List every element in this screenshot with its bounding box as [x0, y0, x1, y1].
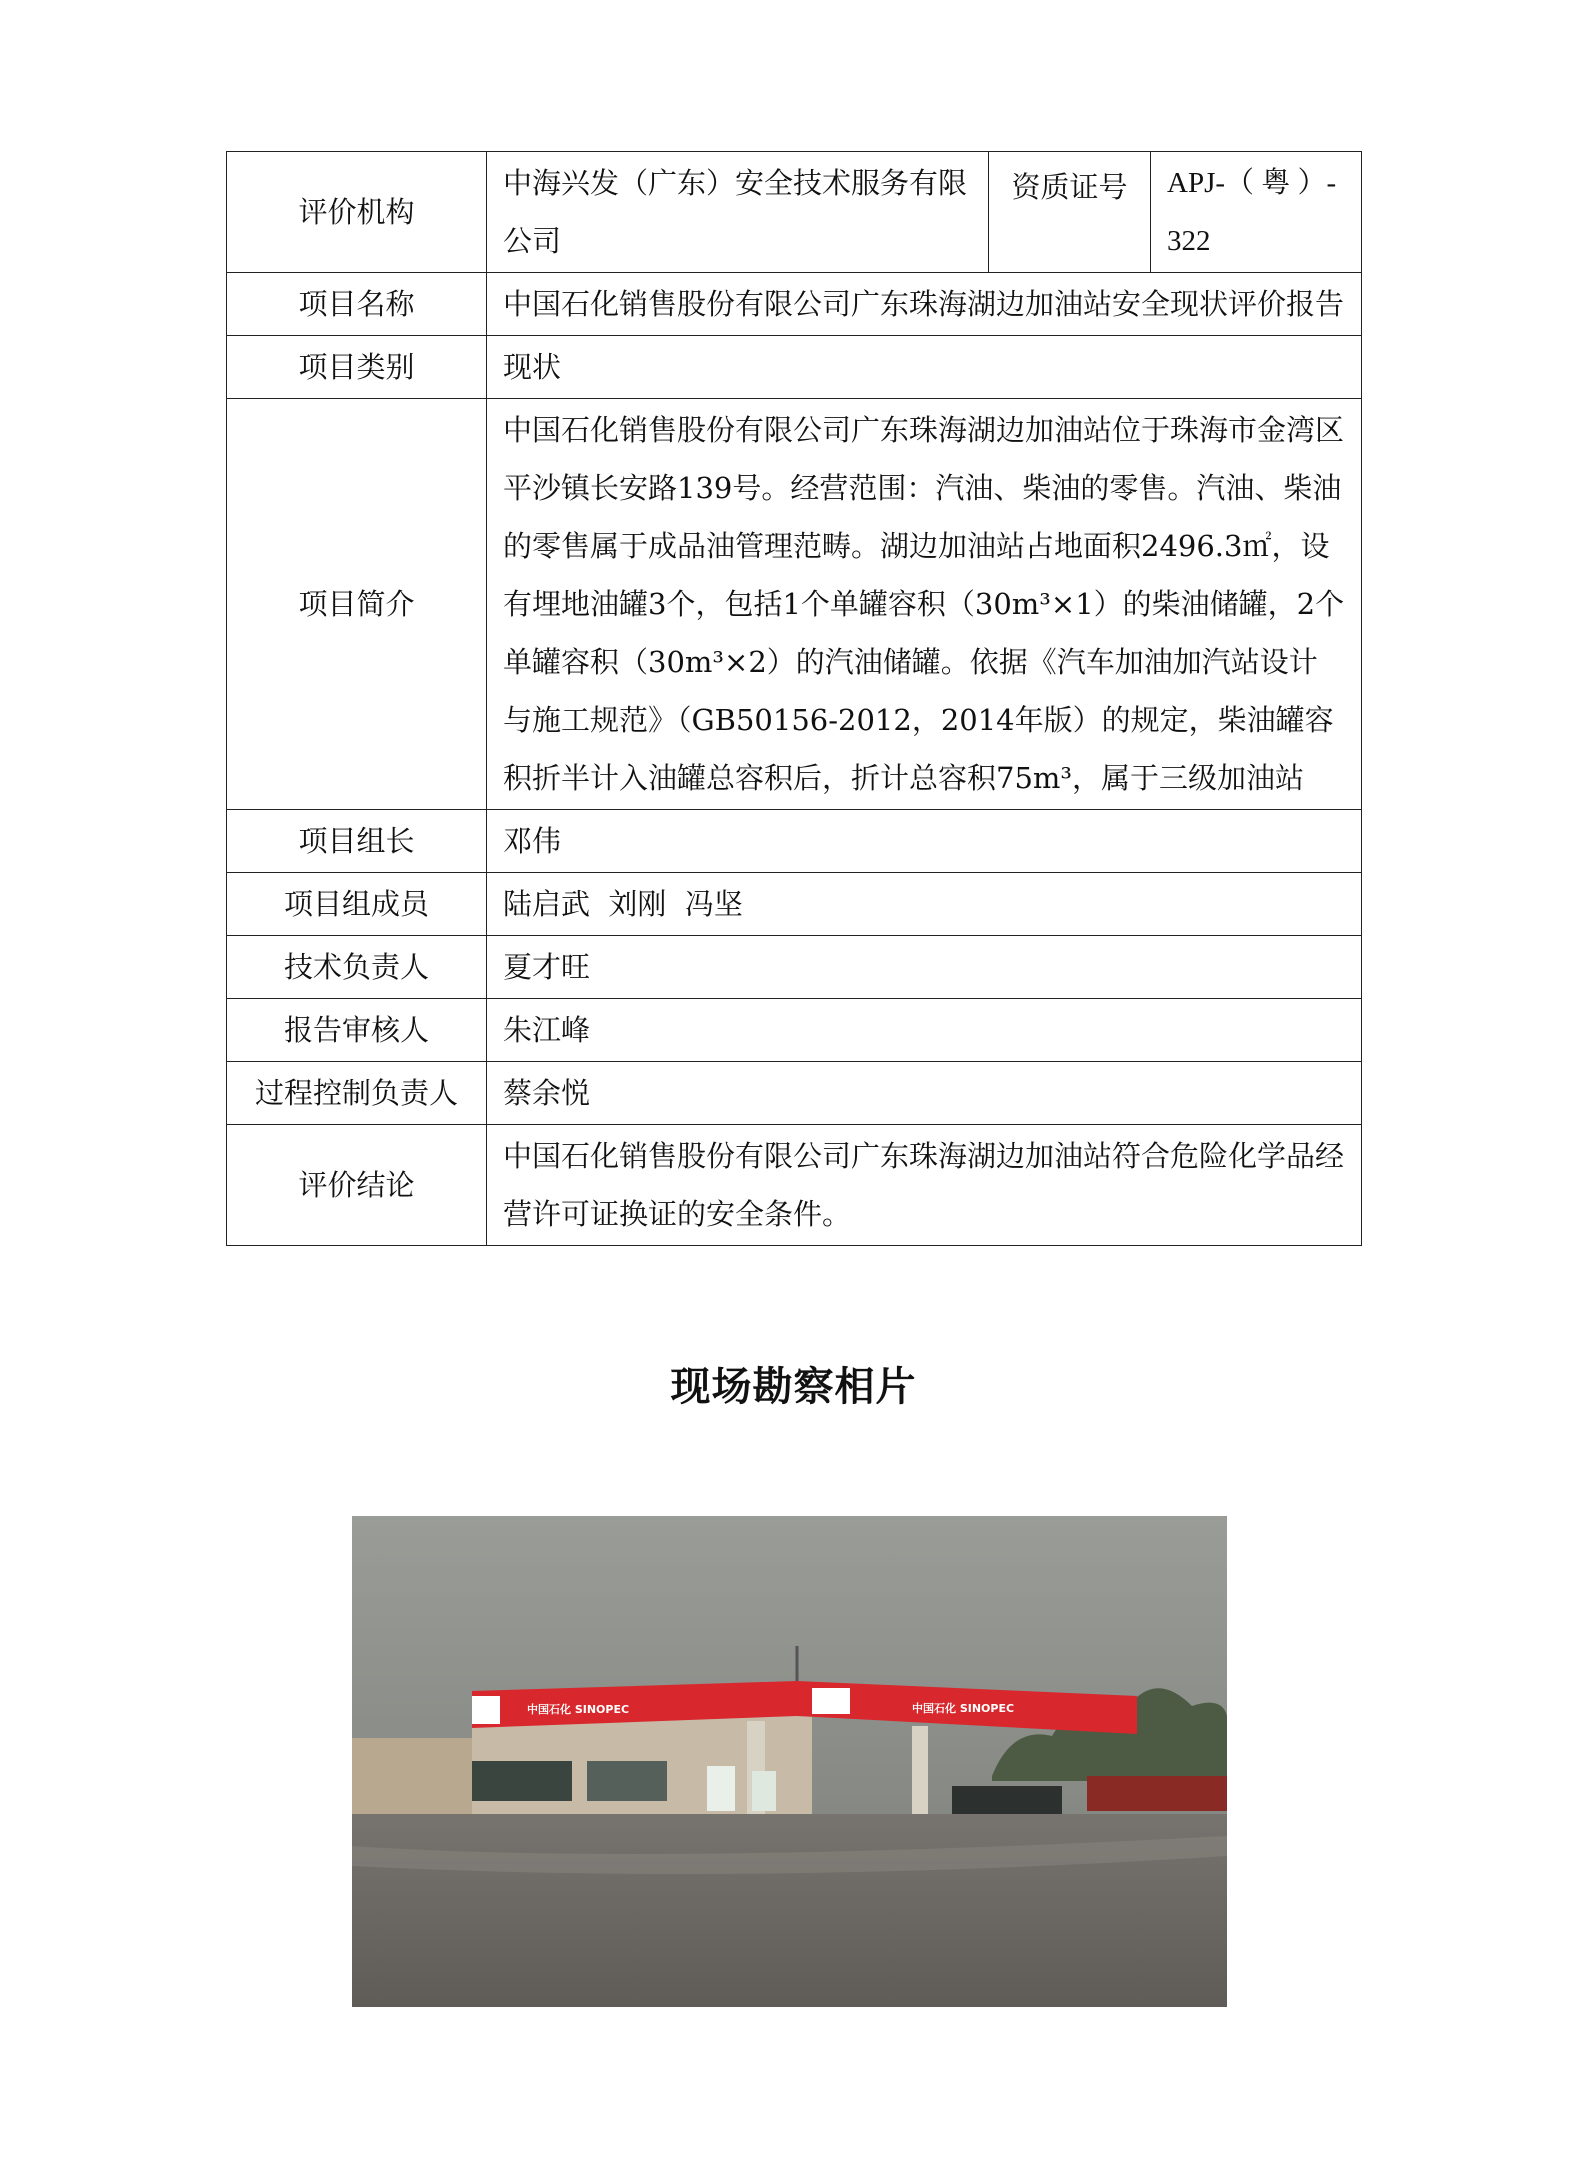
reviewer-label: 报告审核人	[227, 999, 487, 1062]
members-value: 陆启武 刘刚 冯坚	[487, 873, 1362, 936]
fuel-pump	[707, 1766, 735, 1811]
canopy-right-sign: 中国石化 SINOPEC	[912, 1702, 1015, 1715]
canopy-left-logo	[472, 1696, 500, 1724]
pillar-2	[912, 1726, 928, 1816]
members-label: 项目组成员	[227, 873, 487, 936]
conclusion-value: 中国石化销售股份有限公司广东珠海湖边加油站符合危险化学品经营许可证换证的安全条件。	[487, 1125, 1362, 1246]
row-project-name	[227, 273, 1362, 336]
building-window	[472, 1761, 572, 1801]
intro-label: 项目简介	[227, 399, 487, 810]
cert-value: APJ-（ 粤 ）-322	[1151, 152, 1362, 273]
row-org	[227, 152, 1362, 273]
project-name-label: 项目名称	[227, 273, 487, 336]
leader-label: 项目组长	[227, 810, 487, 873]
fuel-pump-2	[752, 1771, 776, 1811]
reviewer-value: 朱江峰	[487, 999, 1362, 1062]
canopy-left-sign: 中国石化 SINOPEC	[527, 1703, 630, 1716]
process-value: 蔡余悦	[487, 1062, 1362, 1125]
row-conclusion	[227, 1125, 1362, 1246]
org-value: 中海兴发（广东）安全技术服务有限公司	[487, 152, 989, 273]
tech-value: 夏才旺	[487, 936, 1362, 999]
site-photo	[352, 1516, 1227, 2007]
row-tech	[227, 936, 1362, 999]
evaluation-info-table	[226, 151, 1362, 1246]
row-leader	[227, 810, 1362, 873]
row-reviewer	[227, 999, 1362, 1062]
row-members	[227, 873, 1362, 936]
canopy-right-logo	[812, 1688, 850, 1714]
row-process	[227, 1062, 1362, 1125]
building-window-2	[587, 1761, 667, 1801]
photo-section-title: 现场勘察相片	[670, 1364, 917, 1410]
project-name-value: 中国石化销售股份有限公司广东珠海湖边加油站安全现状评价报告	[487, 273, 1362, 336]
truck	[1087, 1776, 1227, 1811]
conclusion-label: 评价结论	[227, 1125, 487, 1246]
leader-value: 邓伟	[487, 810, 1362, 873]
intro-value: 中国石化销售股份有限公司广东珠海湖边加油站位于珠海市金湾区平沙镇长安路139号。经营范围：汽油、柴油的零售。汽油、柴油的零售属于成品油管理范畴。湖边加油站占地面积2496.3㎡，设有埋地油罐3个，包括1个单罐容积（30m³×1）的柴油储罐，2个单罐容积（30m³×2）的汽油储罐。依据《汽车加油加汽站设计与施工规范》（GB50156-2012，2014年版）的规定，柴油罐容积折半计入油罐总容积后，折计总容积75m³，属于三级加油站	[487, 399, 1362, 810]
cert-label: 资质证号	[989, 152, 1151, 273]
org-label: 评价机构	[227, 152, 487, 273]
gas-station-illustration	[352, 1516, 1227, 2007]
building-wall	[352, 1738, 472, 1818]
row-category	[227, 336, 1362, 399]
process-label: 过程控制负责人	[227, 1062, 487, 1125]
car	[952, 1786, 1062, 1814]
tech-label: 技术负责人	[227, 936, 487, 999]
category-value: 现状	[487, 336, 1362, 399]
category-label: 项目类别	[227, 336, 487, 399]
row-intro	[227, 399, 1362, 810]
